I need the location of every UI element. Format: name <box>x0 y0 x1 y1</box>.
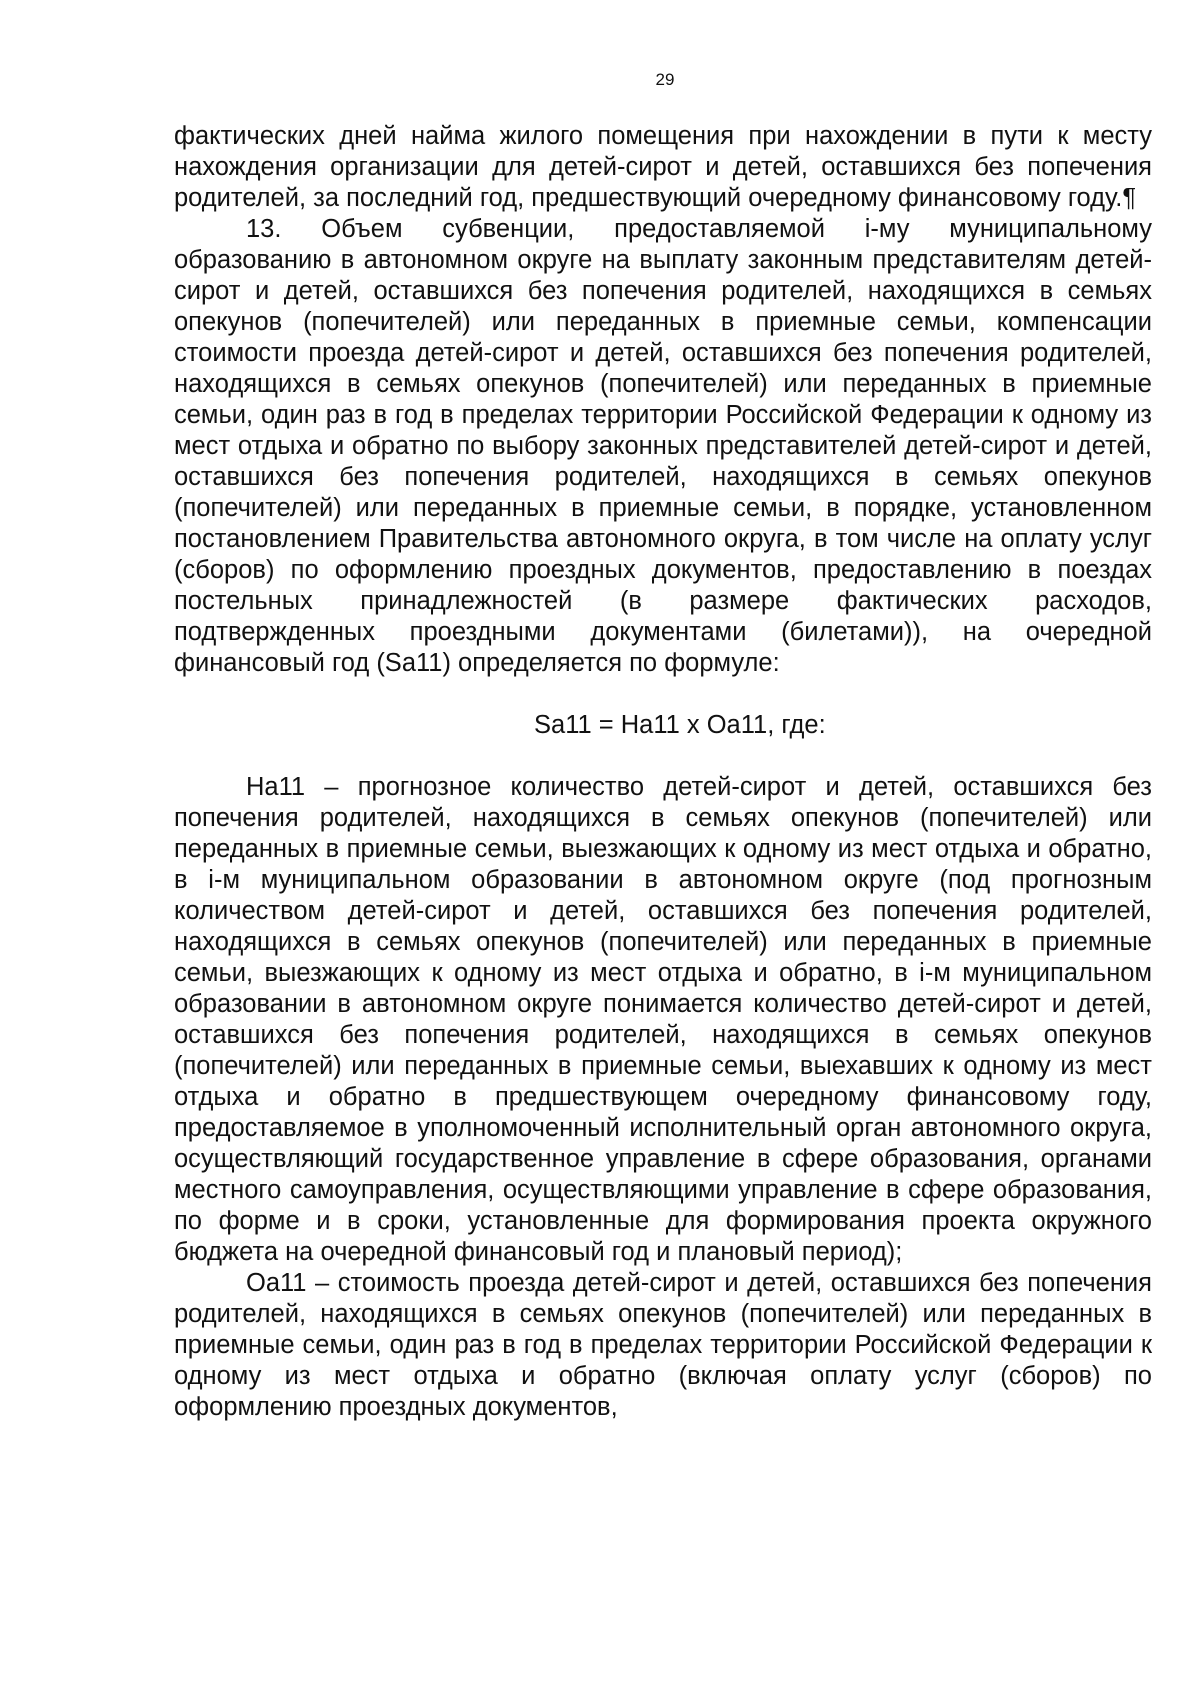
page-number: 29 <box>655 70 675 89</box>
paragraph-definition-ha11: Ha11 – прогнозное количество детей-сирот и детей, оставшихся без попечения родителей, находящихся в семьях опекунов (попечителей) или переданных в приемные семьи, выезжающих к одному из мест отдыха и обратно, в i-м муниципальном образовании в автономном округе (под прогнозным количеством детей-сирот и детей, оставшихся без попечения родителей, находящихся в семьях опекунов (попечителей) или переданных в приемные семьи, выезжающих к одному из мест отдыха и обратно, в i-м муниципальном образовании в автономном округе понимается количество детей-сирот и детей, оставшихся без попечения родителей, находящихся в семьях опекунов (попечителей) или переданных в приемные семьи, выехавших к одному из мест отдыха и обратно в предшествующем очередному финансовому году, предоставляемое в уполномоченный исполнительный орган автономного округа, осуществляющий государственное управление в сфере образования, органами местного самоуправления, осуществляющими управление в сфере образования, по форме и в сроки, установленные для формирования проекта окружного бюджета на очередной финансовый год и плановый период); <box>174 773 1152 1266</box>
paragraph-continuation-text: фактических дней найма жилого помещения при нахождении в пути к месту нахождения организации для детей-сирот и детей, оставшихся без попечения родителей, за последний год, предшествующий очередному финансовому году. <box>174 122 1152 212</box>
paragraph-item-13: 13. Объем субвенции, предоставляемой i-му муниципальному образованию в автономном округе на выплату законным представителям детей-сирот и детей, оставшихся без попечения родителей, находящихся в семьях опекунов (попечителей) или переданных в приемные семьи, компенсации стоимости проезда детей-сирот и детей, оставшихся без попечения родителей, находящихся в семьях опекунов (попечителей) или переданных в приемные семьи, один раз в год в пределах территории Российской Федерации к одному из мест отдыха и обратно по выбору законных представителей детей-сирот и детей, оставшихся без попечения родителей, находящихся в семьях опекунов (попечителей) или переданных в приемные семьи, в порядке, установленном постановлением Правительства автономного округа, в том числе на оплату услуг (сборов) по оформлению проездных документов, предоставлению в поездах постельных принадлежностей (в размере фактических расходов, подтвержденных проездными документами (билетами)), на очередной финансовый год (Sa11) определяется по формуле: <box>174 215 1152 677</box>
paragraph-continuation <box>174 121 1152 214</box>
pilcrow-mark: ¶ <box>1122 184 1137 212</box>
paragraph-definition-oa11: Oa11 – стоимость проезда детей-сирот и детей, оставшихся без попечения родителей, находящихся в семьях опекунов (попечителей) или переданных в приемные семьи, один раз в год в пределах территории Российской Федерации к одному из мест отдыха и обратно (включая оплату услуг (сборов) по оформлению проездных документов, <box>174 1269 1152 1421</box>
formula-line: Sa11 = Ha11 x Oa11, где: <box>534 711 826 739</box>
document-body <box>174 121 1152 1423</box>
